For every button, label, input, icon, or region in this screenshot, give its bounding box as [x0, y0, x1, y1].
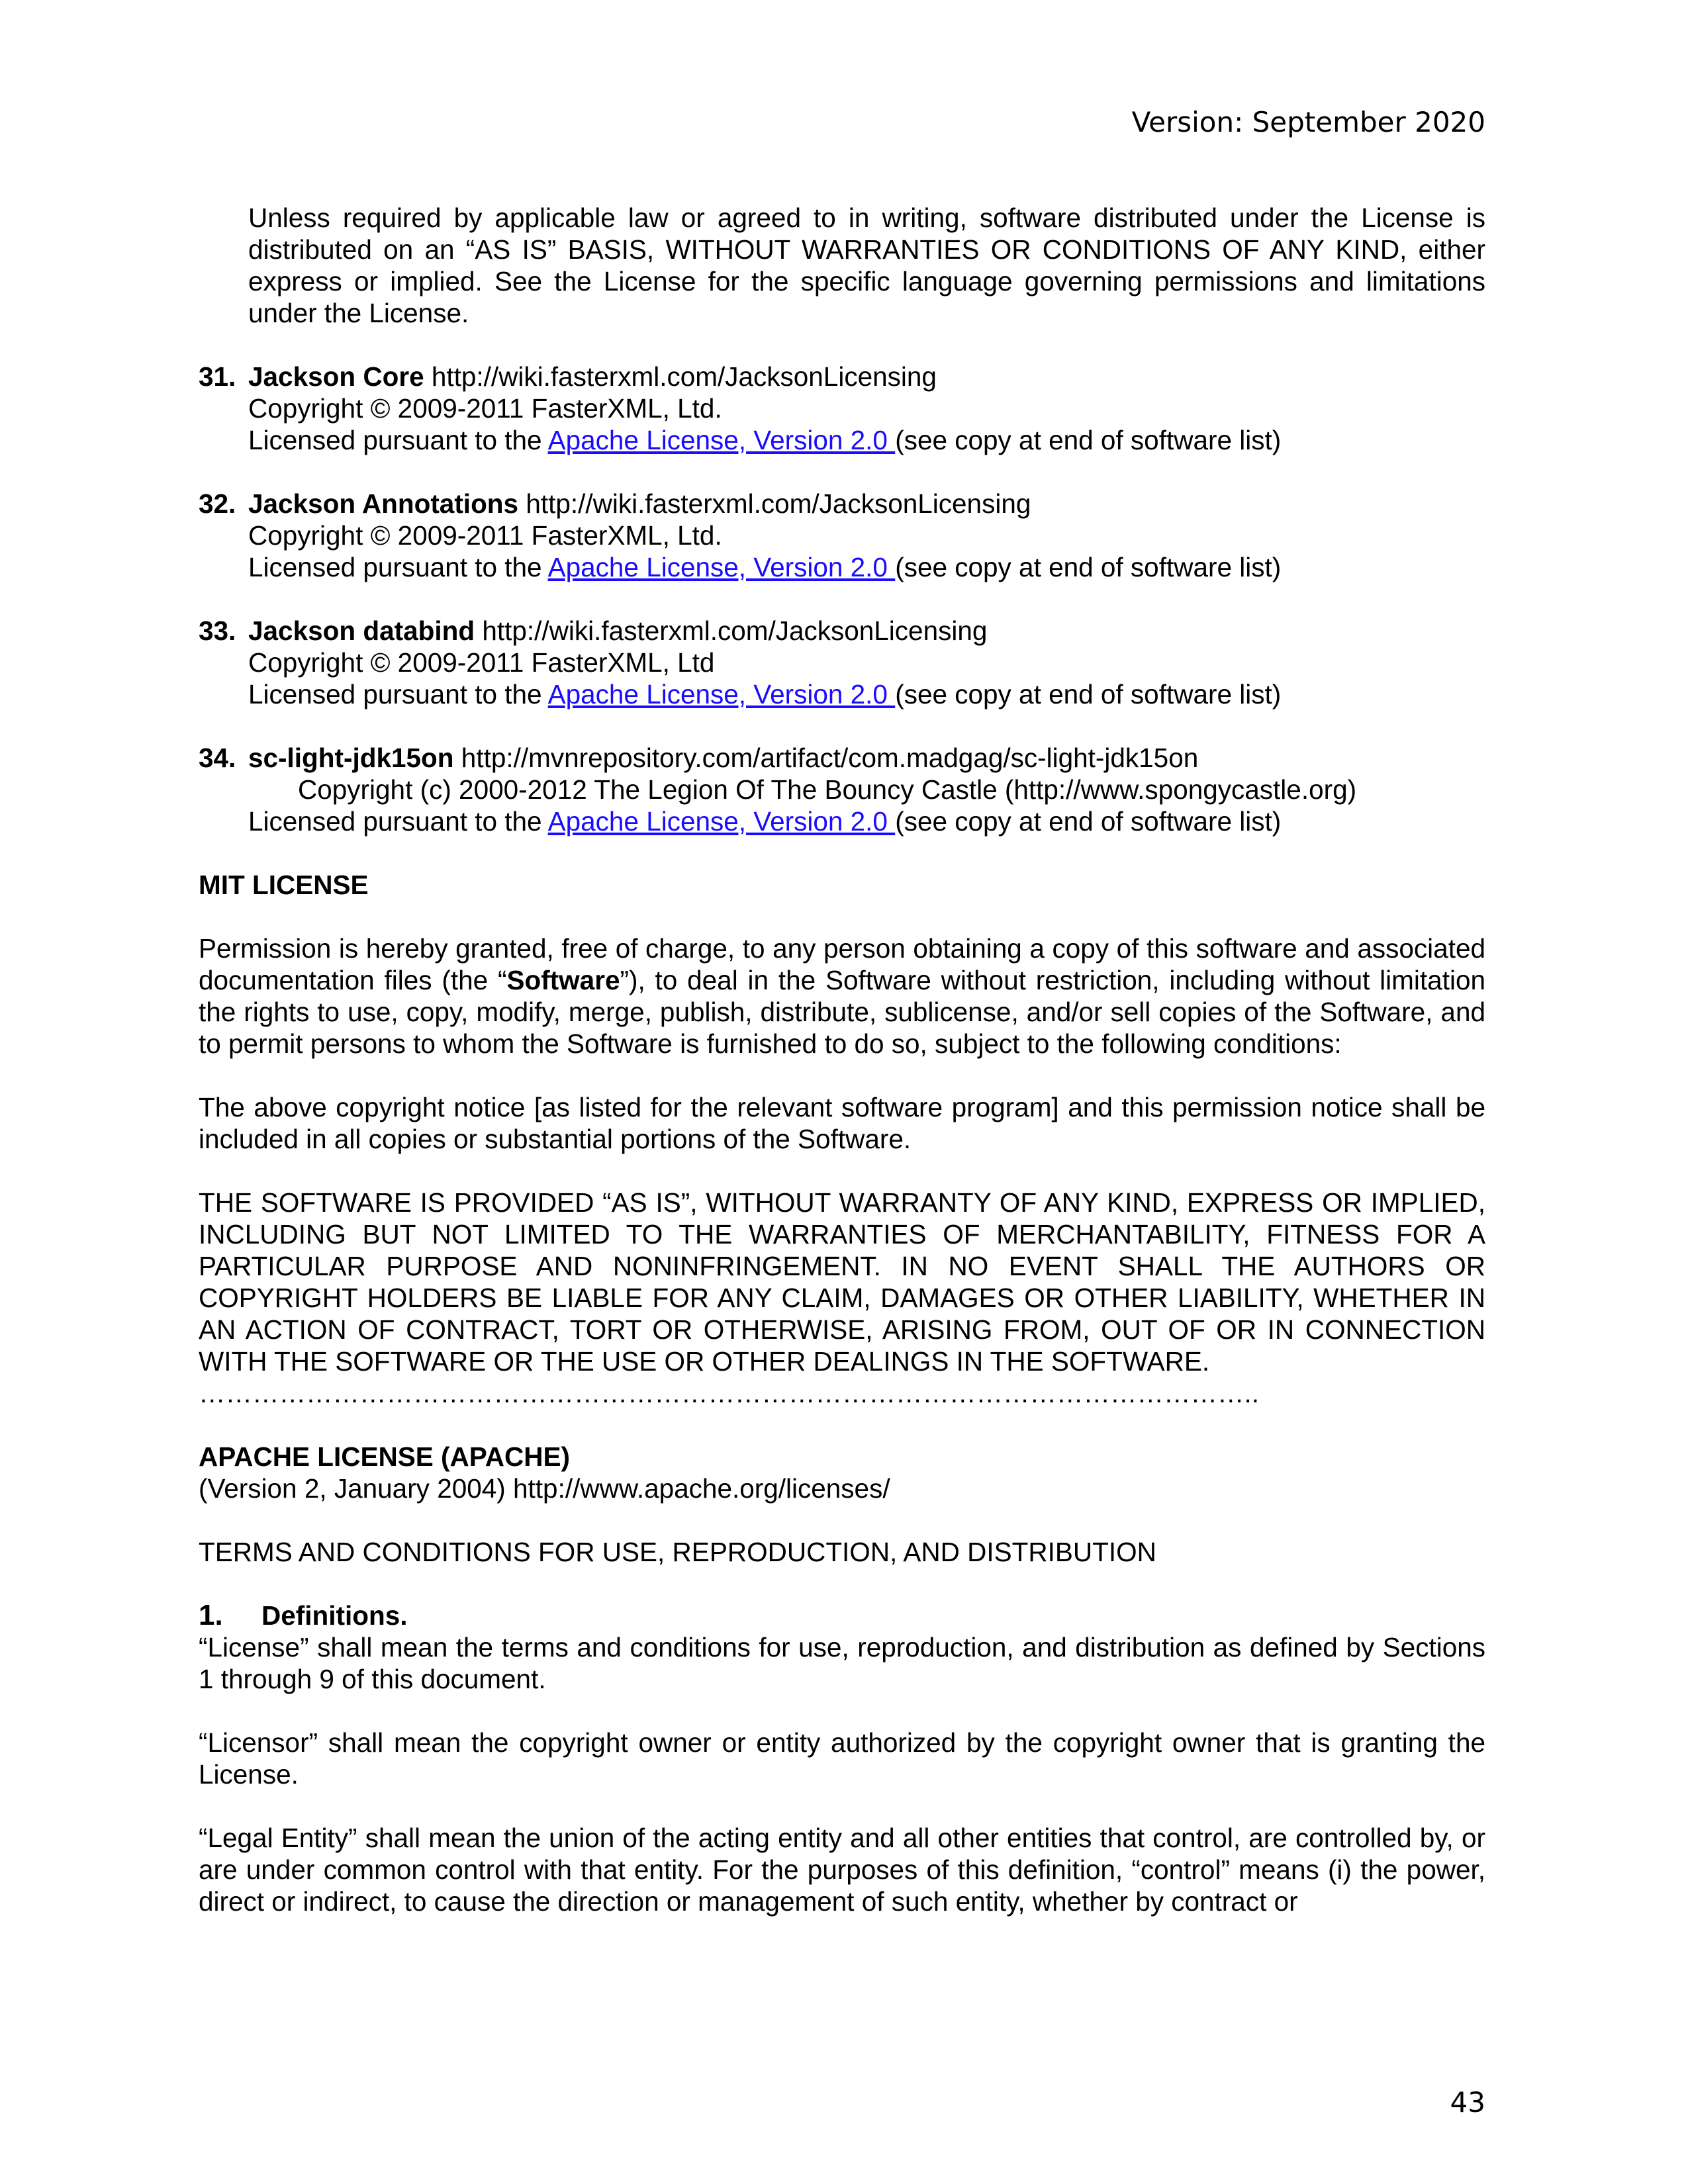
software-license-line: [248, 551, 1485, 583]
software-license-line: [248, 678, 1485, 710]
definitions-heading: [199, 1600, 1485, 1631]
page-number: 43: [1450, 2086, 1485, 2118]
version-header: Version: September 2020: [1131, 106, 1485, 138]
apache-license-link[interactable]: Apache License, Version 2.0: [547, 425, 896, 455]
mit-warranty-paragraph: THE SOFTWARE IS PROVIDED “AS IS”, WITHOUT WARRANTY OF ANY KIND, EXPRESS OR IMPLIED, INCLUDING BUT NOT LIMITED TO THE WARRANTIES OF MERCHANTABILITY, FITNESS FOR A PARTICULAR PURPOSE AND NONINFRINGEMENT. IN NO EVENT SHALL THE AUTHORS OR COPYRIGHT HOLDERS BE LIABLE FOR ANY CLAIM, DAMAGES OR OTHER LIABILITY, WHETHER IN AN ACTION OF CONTRACT, TORT OR OTHERWISE, ARISING FROM, OUT OF OR IN CONNECTION WITH THE SOFTWARE OR THE USE OR OTHER DEALINGS IN THE SOFTWARE.: [199, 1187, 1485, 1377]
software-name: Jackson Core: [248, 361, 424, 392]
software-item-jackson-databind: [199, 615, 1485, 710]
item-number: 31.: [199, 361, 236, 392]
item-number: 34.: [199, 743, 236, 773]
mit-license-heading: MIT LICENSE: [199, 870, 369, 900]
section-separator: ………………………………………………………………………………………………………..: [199, 1378, 1260, 1408]
mit-notice-paragraph: The above copyright notice [as listed for the relevant software program] and this permission notice shall be included in all copies or substantial portions of the Software.: [199, 1092, 1485, 1154]
license-prefix: Licensed pursuant to the: [248, 425, 548, 455]
mit-permission-paragraph: [199, 933, 1485, 1060]
software-title-line: [248, 742, 1485, 774]
definition-licensor: “Licensor” shall mean the copyright owner or entity authorized by the copyright owner that is granting the License.: [199, 1727, 1485, 1790]
terms-heading: TERMS AND CONDITIONS FOR USE, REPRODUCTION, AND DISTRIBUTION: [199, 1537, 1156, 1567]
definitions-number: 1.: [199, 1599, 223, 1631]
license-disclaimer-paragraph: Unless required by applicable law or agreed to in writing, software distributed under the License is distributed on an “AS IS” BASIS, WITHOUT WARRANTIES OR CONDITIONS OF ANY KIND, either express or implied. See the License for the specific language governing permissions and limitations under the License.: [248, 203, 1485, 328]
software-copyright: Copyright © 2009-2011 FasterXML, Ltd: [248, 647, 715, 678]
software-license-line: [248, 805, 1485, 837]
software-name: Jackson Annotations: [248, 488, 519, 519]
software-url: http://wiki.fasterxml.com/JacksonLicensing: [475, 615, 988, 646]
software-list: [199, 361, 1485, 837]
license-suffix: (see copy at end of software list): [895, 679, 1282, 709]
mit-p1-software-term: Software: [506, 965, 620, 995]
software-url: http://wiki.fasterxml.com/JacksonLicensing: [518, 488, 1031, 519]
software-item-jackson-annotations: [199, 488, 1485, 583]
software-license-line: [248, 424, 1485, 456]
software-copyright: Copyright © 2009-2011 FasterXML, Ltd.: [248, 393, 722, 424]
software-item-jackson-core: [199, 361, 1485, 456]
definitions-title: Definitions.: [261, 1600, 408, 1631]
software-name: sc-light-jdk15on: [248, 743, 454, 773]
software-copyright: Copyright © 2009-2011 FasterXML, Ltd.: [248, 520, 722, 551]
license-suffix: (see copy at end of software list): [895, 552, 1282, 582]
software-title-line: [248, 488, 1485, 520]
license-prefix: Licensed pursuant to the: [248, 679, 548, 709]
software-title-line: [248, 361, 1485, 392]
license-prefix: Licensed pursuant to the: [248, 806, 548, 837]
definition-legal-entity: “Legal Entity” shall mean the union of the acting entity and all other entities that control, are controlled by, or are under common control with that entity. For the purposes of this definition, “control” means (i) the power, direct or indirect, to cause the direction or management of such entity, whether by contract or: [199, 1823, 1485, 1917]
software-copyright: Copyright (c) 2000-2012 The Legion Of The Bouncy Castle (http://www.spongycastle.org): [298, 774, 1357, 805]
software-url: http://mvnrepository.com/artifact/com.madgag/sc-light-jdk15on: [453, 743, 1199, 773]
mit-p1-text-after: ”), to deal in the Software without restriction, including without limitation the rights to use, copy, modify, merge, publish, distribute, sublicense, and/or sell copies of the Software, and to permit persons to whom the Software is furnished to do so, subject to the following conditions:: [199, 965, 1485, 1059]
apache-license-link[interactable]: Apache License, Version 2.0: [547, 679, 896, 709]
software-item-sc-light-jdk15on: [199, 742, 1485, 837]
item-number: 33.: [199, 615, 236, 646]
apache-version-line: (Version 2, January 2004) http://www.apache.org/licenses/: [199, 1473, 890, 1504]
item-number: 32.: [199, 488, 236, 519]
software-title-line: [248, 615, 1485, 647]
definition-license: “License” shall mean the terms and conditions for use, reproduction, and distribution as defined by Sections 1 through 9 of this document.: [199, 1632, 1485, 1694]
license-suffix: (see copy at end of software list): [895, 425, 1282, 455]
software-url: http://wiki.fasterxml.com/JacksonLicensing: [424, 361, 937, 392]
license-prefix: Licensed pursuant to the: [248, 552, 548, 582]
apache-license-link[interactable]: Apache License, Version 2.0: [547, 552, 896, 582]
mit-p1-text-before: Permission is hereby granted, free of charge, to any person obtaining a copy of this software and associated documentation files (the “: [199, 933, 1485, 995]
license-suffix: (see copy at end of software list): [895, 806, 1282, 837]
apache-license-link[interactable]: Apache License, Version 2.0: [547, 806, 896, 837]
page-content: [199, 202, 1485, 1949]
software-name: Jackson databind: [248, 615, 475, 646]
apache-license-heading: APACHE LICENSE (APACHE): [199, 1441, 571, 1472]
